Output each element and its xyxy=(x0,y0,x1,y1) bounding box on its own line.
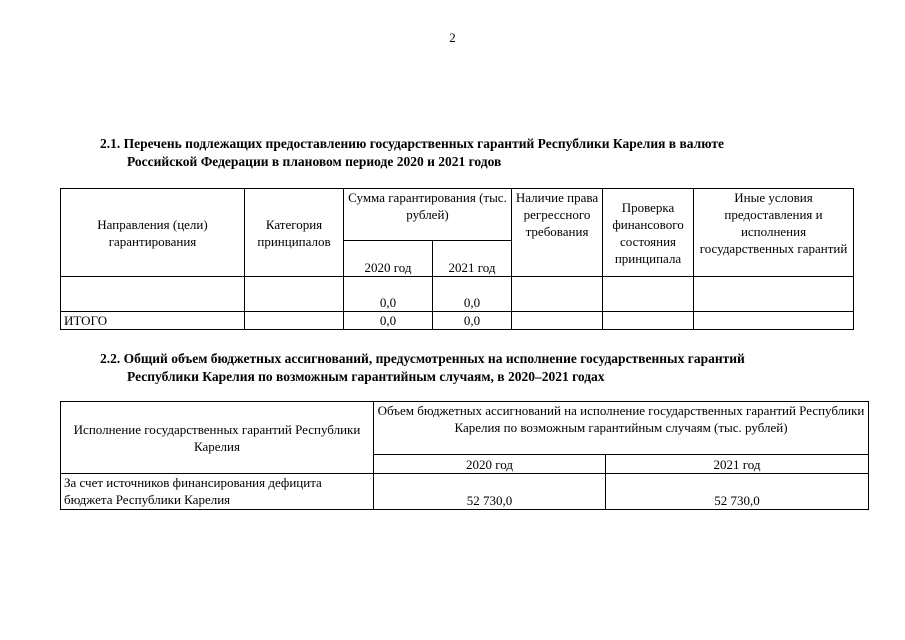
section-2-2-title-line2: Республики Карелия по возможным гарантийным случаям, в 2020–2021 годах xyxy=(127,369,605,384)
cell-category xyxy=(245,277,344,312)
cell-other xyxy=(694,277,854,312)
header-other: Иные условия предоставления и исполнения государственных гарантий xyxy=(694,189,854,277)
cell-year-2020: 0,0 xyxy=(344,277,433,312)
total-row xyxy=(61,312,854,330)
header-sum: Сумма гарантирования (тыс. рублей) xyxy=(344,189,512,241)
page-number: 2 xyxy=(449,30,456,45)
cell-total-2021: 0,0 xyxy=(433,312,512,330)
cell-total-label: ИТОГО xyxy=(61,312,245,330)
cell-check xyxy=(603,312,694,330)
section-2-1-title-line1: 2.1. Перечень подлежащих предоставлению государственных гарантий Республики Карелия в валюте xyxy=(100,136,724,151)
header-year-2020: 2020 год xyxy=(374,455,606,474)
cell-year-2021: 0,0 xyxy=(433,277,512,312)
budget-allocations-table xyxy=(60,401,869,510)
cell-regress xyxy=(512,277,603,312)
section-2-1-title xyxy=(100,135,724,171)
section-2-2-title xyxy=(100,350,745,386)
section-2-1-title-line2: Российской Федерации в плановом периоде 2020 и 2021 годов xyxy=(127,154,502,169)
table-row xyxy=(61,277,854,312)
cell-category xyxy=(245,312,344,330)
table-row xyxy=(61,474,869,510)
cell-regress xyxy=(512,312,603,330)
header-check: Проверка финансового состояния принципала xyxy=(603,189,694,277)
header-direction: Направления (цели) гарантирования xyxy=(61,189,245,277)
header-execution: Исполнение государственных гарантий Республики Карелия xyxy=(61,402,374,474)
cell-amount-2021: 52 730,0 xyxy=(606,474,869,510)
header-regress: Наличие права регрессного требования xyxy=(512,189,603,277)
cell-direction xyxy=(61,277,245,312)
cell-other xyxy=(694,312,854,330)
cell-total-2020: 0,0 xyxy=(344,312,433,330)
header-year-2021: 2021 год xyxy=(433,241,512,277)
guarantees-table xyxy=(60,188,854,330)
cell-check xyxy=(603,277,694,312)
header-year-2021: 2021 год xyxy=(606,455,869,474)
section-2-2-title-line1: 2.2. Общий объем бюджетных ассигнований, предусмотренных на исполнение государственных гарантий xyxy=(100,351,745,366)
header-category: Категория принципалов xyxy=(245,189,344,277)
cell-amount-2020: 52 730,0 xyxy=(374,474,606,510)
header-year-2020: 2020 год xyxy=(344,241,433,277)
cell-source: За счет источников финансирования дефицита бюджета Республики Карелия xyxy=(61,474,374,510)
header-volume: Объем бюджетных ассигнований на исполнение государственных гарантий Республики Карелия по возможным гарантийным случаям (тыс. рублей) xyxy=(374,402,869,455)
